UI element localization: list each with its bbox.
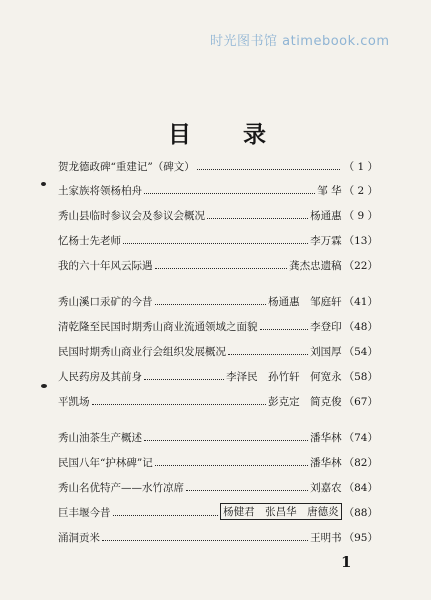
dot-leader [123, 243, 308, 244]
entry-title: 我的六十年风云际遇 [58, 260, 153, 272]
entry-author: 杨健君 张昌华 唐德炎 [220, 503, 342, 520]
toc-entry[interactable] [58, 316, 378, 334]
entry-author: 龚杰忠遗稿 [289, 260, 342, 272]
toc-entry[interactable] [58, 366, 378, 384]
entry-title: 贺龙德政碑“重建记”（碑文） [58, 161, 195, 173]
dot-leader [197, 169, 340, 170]
dot-leader [155, 268, 288, 269]
entry-title: 涌洞贡米 [58, 532, 100, 544]
entry-page: （ 9 ） [343, 210, 378, 222]
entry-title: 平凯场 [58, 396, 90, 408]
entry-author: 潘华林 [310, 457, 342, 469]
entry-page: （82） [343, 457, 378, 469]
watermark: 时光图书馆 atimebook.com [210, 34, 390, 49]
entry-author: 刘嘉农 [310, 482, 342, 494]
entry-title: 秀山县临时参议会及参议会概况 [58, 210, 205, 222]
entry-author: 王明书 [310, 532, 342, 544]
margin-blot [41, 384, 47, 388]
entry-title: 土家族将领杨柏舟 [58, 185, 142, 197]
entry-title: 清乾隆至民国时期秀山商业流通领域之面貌 [58, 321, 258, 333]
toc-entry[interactable] [58, 230, 378, 248]
entry-page: （95） [343, 532, 378, 544]
toc-entry[interactable] [58, 502, 378, 520]
dot-leader [144, 440, 308, 441]
dot-leader [113, 515, 219, 516]
dot-leader [186, 490, 308, 491]
entry-author: 李登印 [310, 321, 342, 333]
toc-entry[interactable] [58, 527, 378, 545]
entry-author: 邹 华 [317, 185, 342, 197]
dot-leader [228, 354, 308, 355]
toc-entry[interactable] [58, 156, 378, 174]
page-number: 1 [341, 553, 352, 571]
entry-author: 刘国厚 [310, 346, 342, 358]
entry-page: （74） [343, 432, 378, 444]
entry-page: （67） [343, 396, 378, 408]
entry-page: （88） [343, 507, 378, 519]
entry-page: （41） [343, 296, 378, 308]
entry-page: （54） [343, 346, 378, 358]
entry-page: （ 1 ） [343, 161, 378, 173]
entry-author: 杨通惠 [310, 210, 342, 222]
dot-leader [92, 404, 267, 405]
entry-title: 民国时期秀山商业行会组织发展概况 [58, 346, 226, 358]
entry-author: 彭克定 简克俊 [268, 396, 342, 408]
entry-title: 民国八年“护林碑”记 [58, 457, 153, 469]
dot-leader [260, 329, 309, 330]
dot-leader [102, 540, 308, 541]
entry-page: （22） [343, 260, 378, 272]
entry-title: 忆杨士先老师 [58, 235, 121, 247]
entry-page: （84） [343, 482, 378, 494]
toc-entry[interactable] [58, 180, 378, 198]
toc-entry[interactable] [58, 341, 378, 359]
entry-page: （58） [343, 371, 378, 383]
entry-page: （13） [343, 235, 378, 247]
entry-title: 巨丰堰今昔 [58, 507, 111, 519]
entry-author: 杨通惠 邹庭轩 [268, 296, 342, 308]
entry-title: 秀山油茶生产概述 [58, 432, 142, 444]
dot-leader [207, 218, 308, 219]
toc-entry[interactable] [58, 391, 378, 409]
dot-leader [155, 465, 308, 466]
toc-entry[interactable] [58, 427, 378, 445]
margin-blot [41, 182, 46, 186]
entry-title: 秀山名优特产——水竹凉席 [58, 482, 184, 494]
dot-leader [155, 304, 267, 305]
entry-author: 潘华林 [310, 432, 342, 444]
dot-leader [144, 193, 315, 194]
entry-title: 人民药房及其前身 [58, 371, 142, 383]
dot-leader [144, 379, 224, 380]
toc-entry[interactable] [58, 452, 378, 470]
toc-entry[interactable] [58, 477, 378, 495]
toc-entry[interactable] [58, 205, 378, 223]
entry-page: （48） [343, 321, 378, 333]
entry-author: 李万霖 [310, 235, 342, 247]
toc-entry[interactable] [58, 291, 378, 309]
page-title: 目 录 [168, 121, 289, 148]
entry-title: 秀山溪口汞矿的今昔 [58, 296, 153, 308]
toc-entry[interactable] [58, 255, 378, 273]
entry-author: 李泽民 孙竹轩 何宽永 [226, 371, 342, 383]
entry-page: （ 2 ） [343, 185, 378, 197]
